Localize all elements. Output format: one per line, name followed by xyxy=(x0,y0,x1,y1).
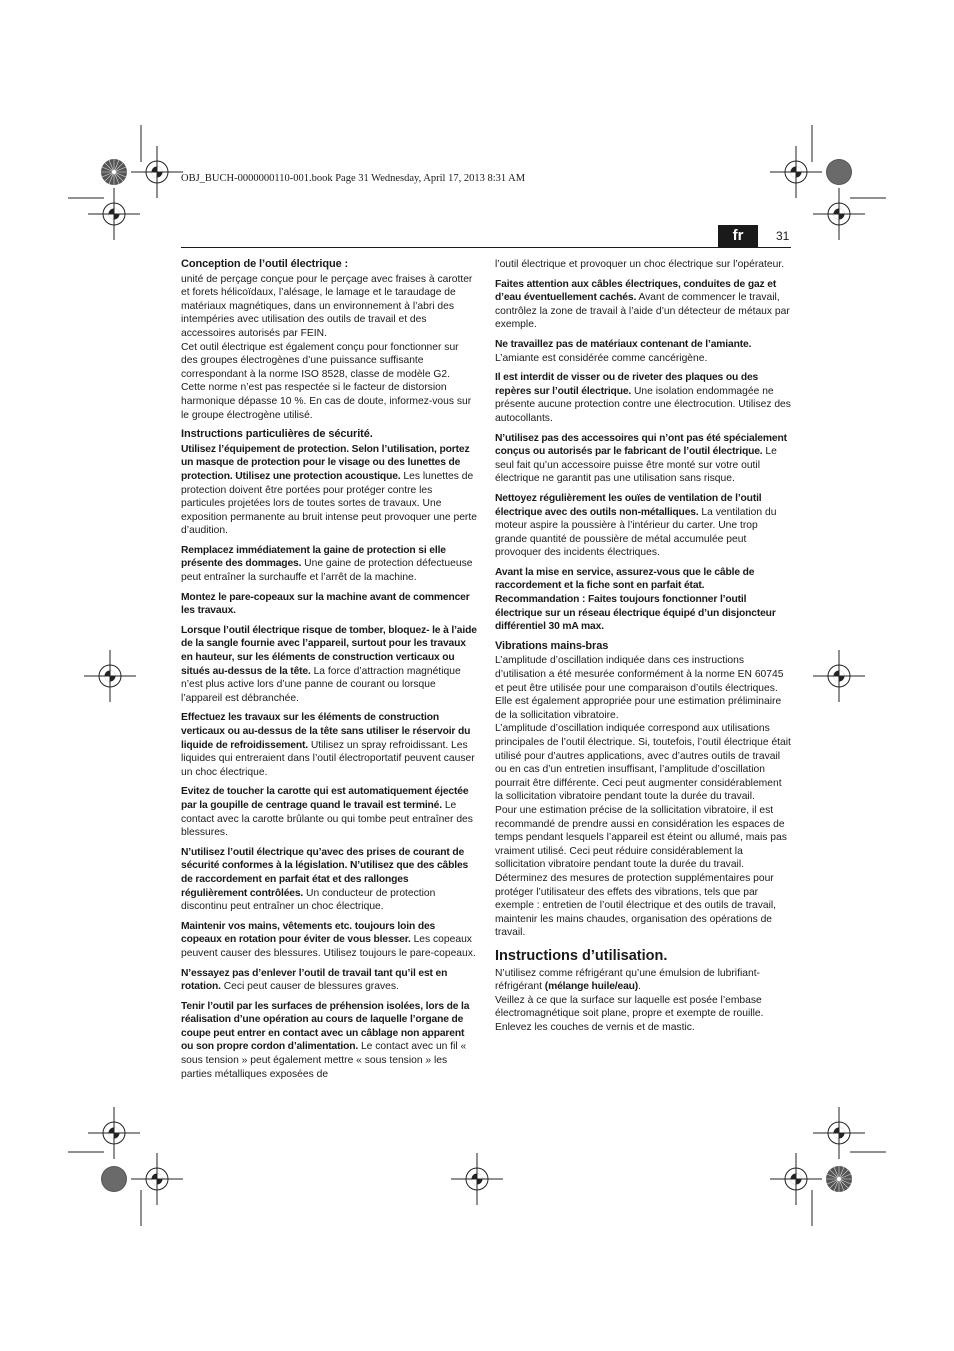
safety-warning: Montez le pare-copeaux sur la machine avant de commencer les travaux. xyxy=(181,591,470,617)
header-rule xyxy=(181,247,791,248)
safety-warning: Evitez de toucher la carotte qui est automatiquement éjectée par la goupille de centrage quand le travail est terminé. xyxy=(181,786,469,811)
safety-explanation: Les lunettes de protection doivent être portées pour protéger contre les particules projetées lors de toutes sortes de travaux. Une exposition permanente au bruit intense peut provoquer une perte d’audition. xyxy=(181,470,477,537)
safety-warning: Utilisez l’équipement de protection. Selon l’utilisation, portez un masque de protection pour le visage ou des lunettes de protection. Utilisez une protection acoustique. xyxy=(181,443,470,482)
safety-explanation: Une isolation endommagée ne présente aucune protection contre une électrocution. Utilisez des autocollants. xyxy=(495,385,791,424)
safety-warning: Effectuez les travaux sur les éléments de construction verticaux ou au-dessus de la tête sans utiliser le réservoir du liquide de refroidissement. xyxy=(181,712,471,751)
safety-paragraph xyxy=(495,371,791,425)
safety-warning: Lorsque l’outil électrique risque de tomber, bloquez- le à l’aide de la sangle fournie avec l’appareil, surtout pour les travaux en hauteur, sur les éléments de construction verticaux ou situés au-dessus de la tête. xyxy=(181,624,477,677)
usage-text-end: . xyxy=(638,981,641,993)
registration-mark-icon xyxy=(131,146,183,198)
safety-explanation: Le contact avec la carotte brûlante ou qui tombe peut entraîner des blessures. xyxy=(181,799,473,839)
safety-paragraph xyxy=(181,443,477,538)
safety-warning: Recommandation : Faites toujours fonctionner l’outil électrique sur un réseau électrique équipé d’un disjoncteur différentiel 30 mA max. xyxy=(495,594,776,633)
registration-mark-icon xyxy=(88,188,140,240)
safety-warning: Avant la mise en service, assurez-vous que le câble de raccordement et la fiche sont en parfait état. xyxy=(495,566,755,592)
safety-paragraph xyxy=(495,278,791,332)
registration-mark-icon xyxy=(813,1107,865,1159)
safety-warning: Maintenir vos mains, vêtements etc. toujours loin des copeaux en rotation pour éviter de vous blesser. xyxy=(181,920,436,946)
right-column xyxy=(495,258,791,1034)
coolant-mix: (mélange huile/eau) xyxy=(544,981,639,993)
safety-explanation: Avant de commencer le travail, contrôlez la zone de travail à l’aide d’un détecteur de métaux par exemple. xyxy=(495,292,790,331)
registration-mark-icon xyxy=(451,1153,503,1205)
registration-mark-icon xyxy=(770,1153,822,1205)
safety-warning: N’utilisez pas des accessoires qui n’ont pas été spécialement conçus ou autorisés par le fabricant de l’outil électrique. xyxy=(495,432,787,458)
safety-explanation: Utilisez un spray refroidissant. Les liquides qui entreraient dans l’outil électroportatif peuvent causer un choc électrique. xyxy=(181,739,475,778)
safety-paragraph xyxy=(181,624,477,706)
safety-paragraph xyxy=(495,566,791,593)
heading-vibrations: Vibrations mains-bras xyxy=(495,639,609,652)
safety-warning: N’utilisez l’outil électrique qu’avec des prises de courant de sécurité conformes à la législation. N’utilisez que des câbles de raccordement en parfait état et des rallonges régulièrement contrôlées. xyxy=(181,846,469,899)
vibration-paragraph: Déterminez des mesures de protection supplémentaires pour protéger l’utilisateur des effets des vibrations, tels que par exemple : entretien de l’outil électrique et des outils de travail, maintenir les mains chaudes, organisation des opérations de travail. xyxy=(495,872,777,939)
star-target-icon xyxy=(826,1166,852,1192)
safety-warning: Il est interdit de visser ou de riveter des plaques ou des repères sur l’outil électrique. xyxy=(495,372,759,397)
paragraph-conception-2: Cet outil électrique est également conçu pour fonctionner sur des groupes électrogènes d’une puissance suffisante correspondant à la norme ISO 8528, classe de modèle G2. Cette norme n’est pas respectée si le facteur de distorsion harmonique dépasse 10 %. En cas de doute, informez-vous sur le groupe électrogène utilisé. xyxy=(181,341,472,421)
vibration-paragraph: L’amplitude d’oscillation indiquée dans ces instructions d’utilisation a été mesurée conformément à la norme EN 60745 et peut être utilisée pour une comparaison d’outils électriques. Elle est également appropriée pour une estimation préliminaire de la sollicitation vibratoire. xyxy=(495,655,784,721)
vibration-paragraph: L’amplitude d’oscillation indiquée correspond aux utilisations principales de l’outil électrique. Si, toutefois, l’outil électrique était utilisé pour d’autres applications, avec d’autres outils de travail ou en cas d’un entretien insuffisant, l’amplitude d’oscillation pourrait être différente. Ceci peut augmenter considérablement la sollicitation vibratoire pendant toute la durée du travail. xyxy=(495,723,791,803)
safety-warning: Tenir l’outil par les surfaces de préhension isolées, lors de la réalisation d’une opération au cours de laquelle l’organe de coupe peut entrer en contact avec un câblage non apparent ou son propre cordon d’alimentation. xyxy=(181,1000,470,1053)
star-target-icon xyxy=(101,159,127,185)
safety-explanation: Ceci peut causer de blessures graves. xyxy=(220,981,399,993)
registration-mark-icon xyxy=(84,650,136,702)
safety-paragraph xyxy=(181,544,477,585)
safety-explanation: Le contact avec un fil « sous tension » peut également mettre « sous tension » les parties métalliques exposées de xyxy=(181,1041,467,1080)
safety-explanation: L’amiante est considérée comme cancérigène. xyxy=(495,352,708,364)
language-tag: fr xyxy=(718,225,758,247)
safety-explanation: La ventilation du moteur aspire la poussière à l’intérieur du carter. Une trop grande quantité de poussière de métal accumulée peut provoquer des incidents électriques. xyxy=(495,506,777,559)
safety-paragraph xyxy=(181,920,477,961)
registration-mark-icon xyxy=(88,1107,140,1159)
paragraph-continued: l’outil électrique et provoquer un choc électrique sur l’opérateur. xyxy=(495,259,785,270)
vibration-paragraph: Pour une estimation précise de la sollicitation vibratoire, il est recommandé de prendre aussi en considération les espaces de temps pendant lesquels l’appareil est éteint ou allumé, mais pas vraiment utilisé. Ceci peut réduire considérablement la sollicitation vibratoire pendant toute la durée du travail. xyxy=(495,804,787,871)
heading-safety-instructions: Instructions particulières de sécurité. xyxy=(181,428,373,441)
safety-warning: Nettoyez régulièrement les ouïes de ventilation de l’outil électrique avec des outils non-métalliques. xyxy=(495,492,762,518)
safety-explanation: Le seul fait qu’un accessoire puisse être monté sur votre outil électrique ne garantit pas une utilisation sans risque. xyxy=(495,446,777,485)
safety-paragraph xyxy=(181,846,477,914)
safety-paragraph xyxy=(181,711,477,779)
heading-conception: Conception de l’outil électrique : xyxy=(181,258,349,270)
safety-warning: N’essayez pas d’enlever l’outil de travail tant qu’il est en rotation. xyxy=(181,967,448,993)
safety-paragraph xyxy=(495,593,791,634)
usage-text: N’utilisez comme réfrigérant qu’une émulsion de lubrifiant-réfrigérant xyxy=(495,967,760,993)
safety-paragraph xyxy=(181,591,477,618)
left-column xyxy=(181,258,477,1087)
safety-explanation: La force d’attraction magnétique n’est plus active lors d’une panne de courant ou lorsque l’appareil est débranchée. xyxy=(181,665,461,704)
heading-usage-instructions: Instructions d’utilisation. xyxy=(495,947,668,964)
safety-paragraph xyxy=(181,1000,477,1082)
safety-paragraph xyxy=(181,785,477,839)
safety-paragraph xyxy=(495,338,791,365)
registration-mark-icon xyxy=(813,650,865,702)
grey-target-icon xyxy=(101,1166,127,1192)
registration-mark-icon xyxy=(813,188,865,240)
usage-paragraph xyxy=(495,967,791,994)
safety-explanation: Un conducteur de protection discontinu peut entraîner un choc électrique. xyxy=(181,887,436,913)
safety-paragraph xyxy=(495,432,791,486)
page-number: 31 xyxy=(776,229,790,243)
safety-warning: Remplacez immédiatement la gaine de protection si elle présente des dommages. xyxy=(181,544,446,570)
safety-explanation: Une gaine de protection défectueuse peut entraîner la surchauffe et l’arrêt de la machine. xyxy=(181,558,473,584)
usage-paragraph: Veillez à ce que la surface sur laquelle est posée l’embase électromagnétique soit plane, propre et exempte de rouille. Enlevez les couches de vernis et de mastic. xyxy=(495,994,764,1033)
safety-paragraph xyxy=(495,492,791,560)
safety-paragraph xyxy=(181,967,477,994)
safety-warning: Faites attention aux câbles électriques, conduites de gaz et d’eau éventuellement cachés. xyxy=(495,278,777,304)
registration-mark-icon xyxy=(770,146,822,198)
paragraph-conception-1: unité de perçage conçue pour le perçage avec fraises à carotter et forets hélicoïdaux, l’alésage, le lamage et le taraudage de matériaux magnétiques, dans un environnement à l’abri des intempéries avec utilisation des outils de travail et des accessoires autorisés par FEIN. xyxy=(181,273,473,339)
book-header-line: OBJ_BUCH-0000000110-001.book Page 31 Wednesday, April 17, 2013 8:31 AM xyxy=(181,173,526,184)
registration-mark-icon xyxy=(131,1153,183,1205)
safety-warning: Ne travaillez pas de matériaux contenant de l’amiante. xyxy=(495,338,752,350)
grey-target-icon xyxy=(826,159,852,185)
safety-explanation: Les copeaux peuvent causer des blessures. Utilisez toujours le pare-copeaux. xyxy=(181,934,476,959)
